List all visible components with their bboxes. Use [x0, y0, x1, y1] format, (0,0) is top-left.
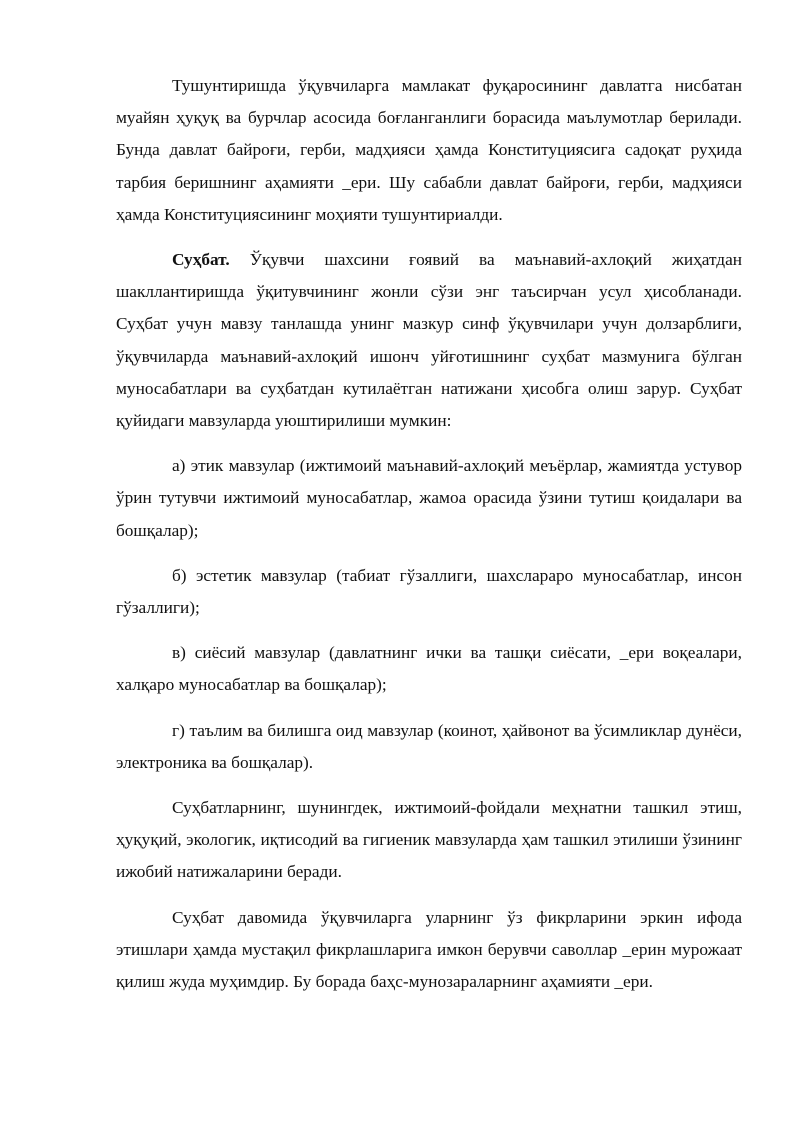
paragraph-text: Ўқувчи шахсини ғоявий ва маънавий-ахлоқий жиҳатдан шакллантиришда ўқитувчининг жонли сўзи энг таъсирчан усул ҳисобланади. Суҳбат учун мавзу танлашда унинг мазкур синф ўқувчилари учун долзарблиги, ўқувчиларда маънавий-ахлоқий ишонч уйғотишнинг суҳбат мазмунига бўлган муносабатлари ва суҳбатдан кутилаётган натижани ҳисобга олиш зарур. Суҳбат қуйидаги мавзуларда уюштирилиши мумкин:: [116, 250, 742, 431]
paragraph-discussion: [116, 902, 742, 999]
list-item-g: [116, 715, 742, 779]
document-page: [116, 70, 742, 1011]
paragraph-conversation: [116, 244, 742, 437]
paragraph-text: в) сиёсий мавзулар (давлатнинг ички ва ташқи сиёсати, _ери воқеалари, халқаро муносабатлар ва бошқалар);: [116, 643, 742, 695]
list-item-b: [116, 560, 742, 624]
paragraph-explanation: [116, 70, 742, 231]
paragraph-topics: [116, 792, 742, 889]
paragraph-text: Суҳбат давомида ўқувчиларга уларнинг ўз фикрларини эркин ифода этишлари ҳамда мустақил фикрлашларига имкон берувчи саволлар _ерин мурожаат қилиш жуда муҳимдир. Бу борада баҳс-мунозараларнинг аҳамияти _ери.: [116, 907, 742, 992]
list-item-v: [116, 637, 742, 701]
paragraph-text: Суҳбатларнинг, шунингдек, ижтимоий-фойдали меҳнатни ташкил этиш, ҳуқуқий, экологик, иқтисодий ва гигиеник мавзуларда ҳам ташкил этилиши ўзининг ижобий натижаларини беради.: [116, 798, 742, 882]
paragraph-text: г) таълим ва билишга оид мавзулар (коинот, ҳайвонот ва ўсимликлар дунёси, электроника ва бошқалар).: [116, 720, 742, 772]
paragraph-text: Тушунтиришда ўқувчиларга мамлакат фуқаросининг давлатга нисбатан муайян ҳуқуқ ва бурчлар асосида боғланганлиги борасида маълумотлар берилади. Бунда давлат байроғи, герби, мадҳияси ҳамда Конституциясига садоқат руҳида тарбия беришнинг аҳамияти _ери. Шу сабабли давлат байроғи, герби, мадҳияси ҳамда Конституциясининг моҳияти тушунтириалди.: [116, 76, 742, 224]
paragraph-text: б) эстетик мавзулар (табиат гўзаллиги, шахслараро муносабатлар, инсон гўзаллиги);: [116, 565, 742, 618]
list-item-a: [116, 450, 742, 547]
paragraph-text: а) этик мавзулар (ижтимоий маънавий-ахлоқий меъёрлар, жамиятда устувор ўрин тутувчи ижтимоий муносабатлар, жамоа орасида ўзини тутиш қоидалари ва бошқалар);: [116, 456, 742, 540]
term-heading: Суҳбат.: [172, 250, 230, 270]
